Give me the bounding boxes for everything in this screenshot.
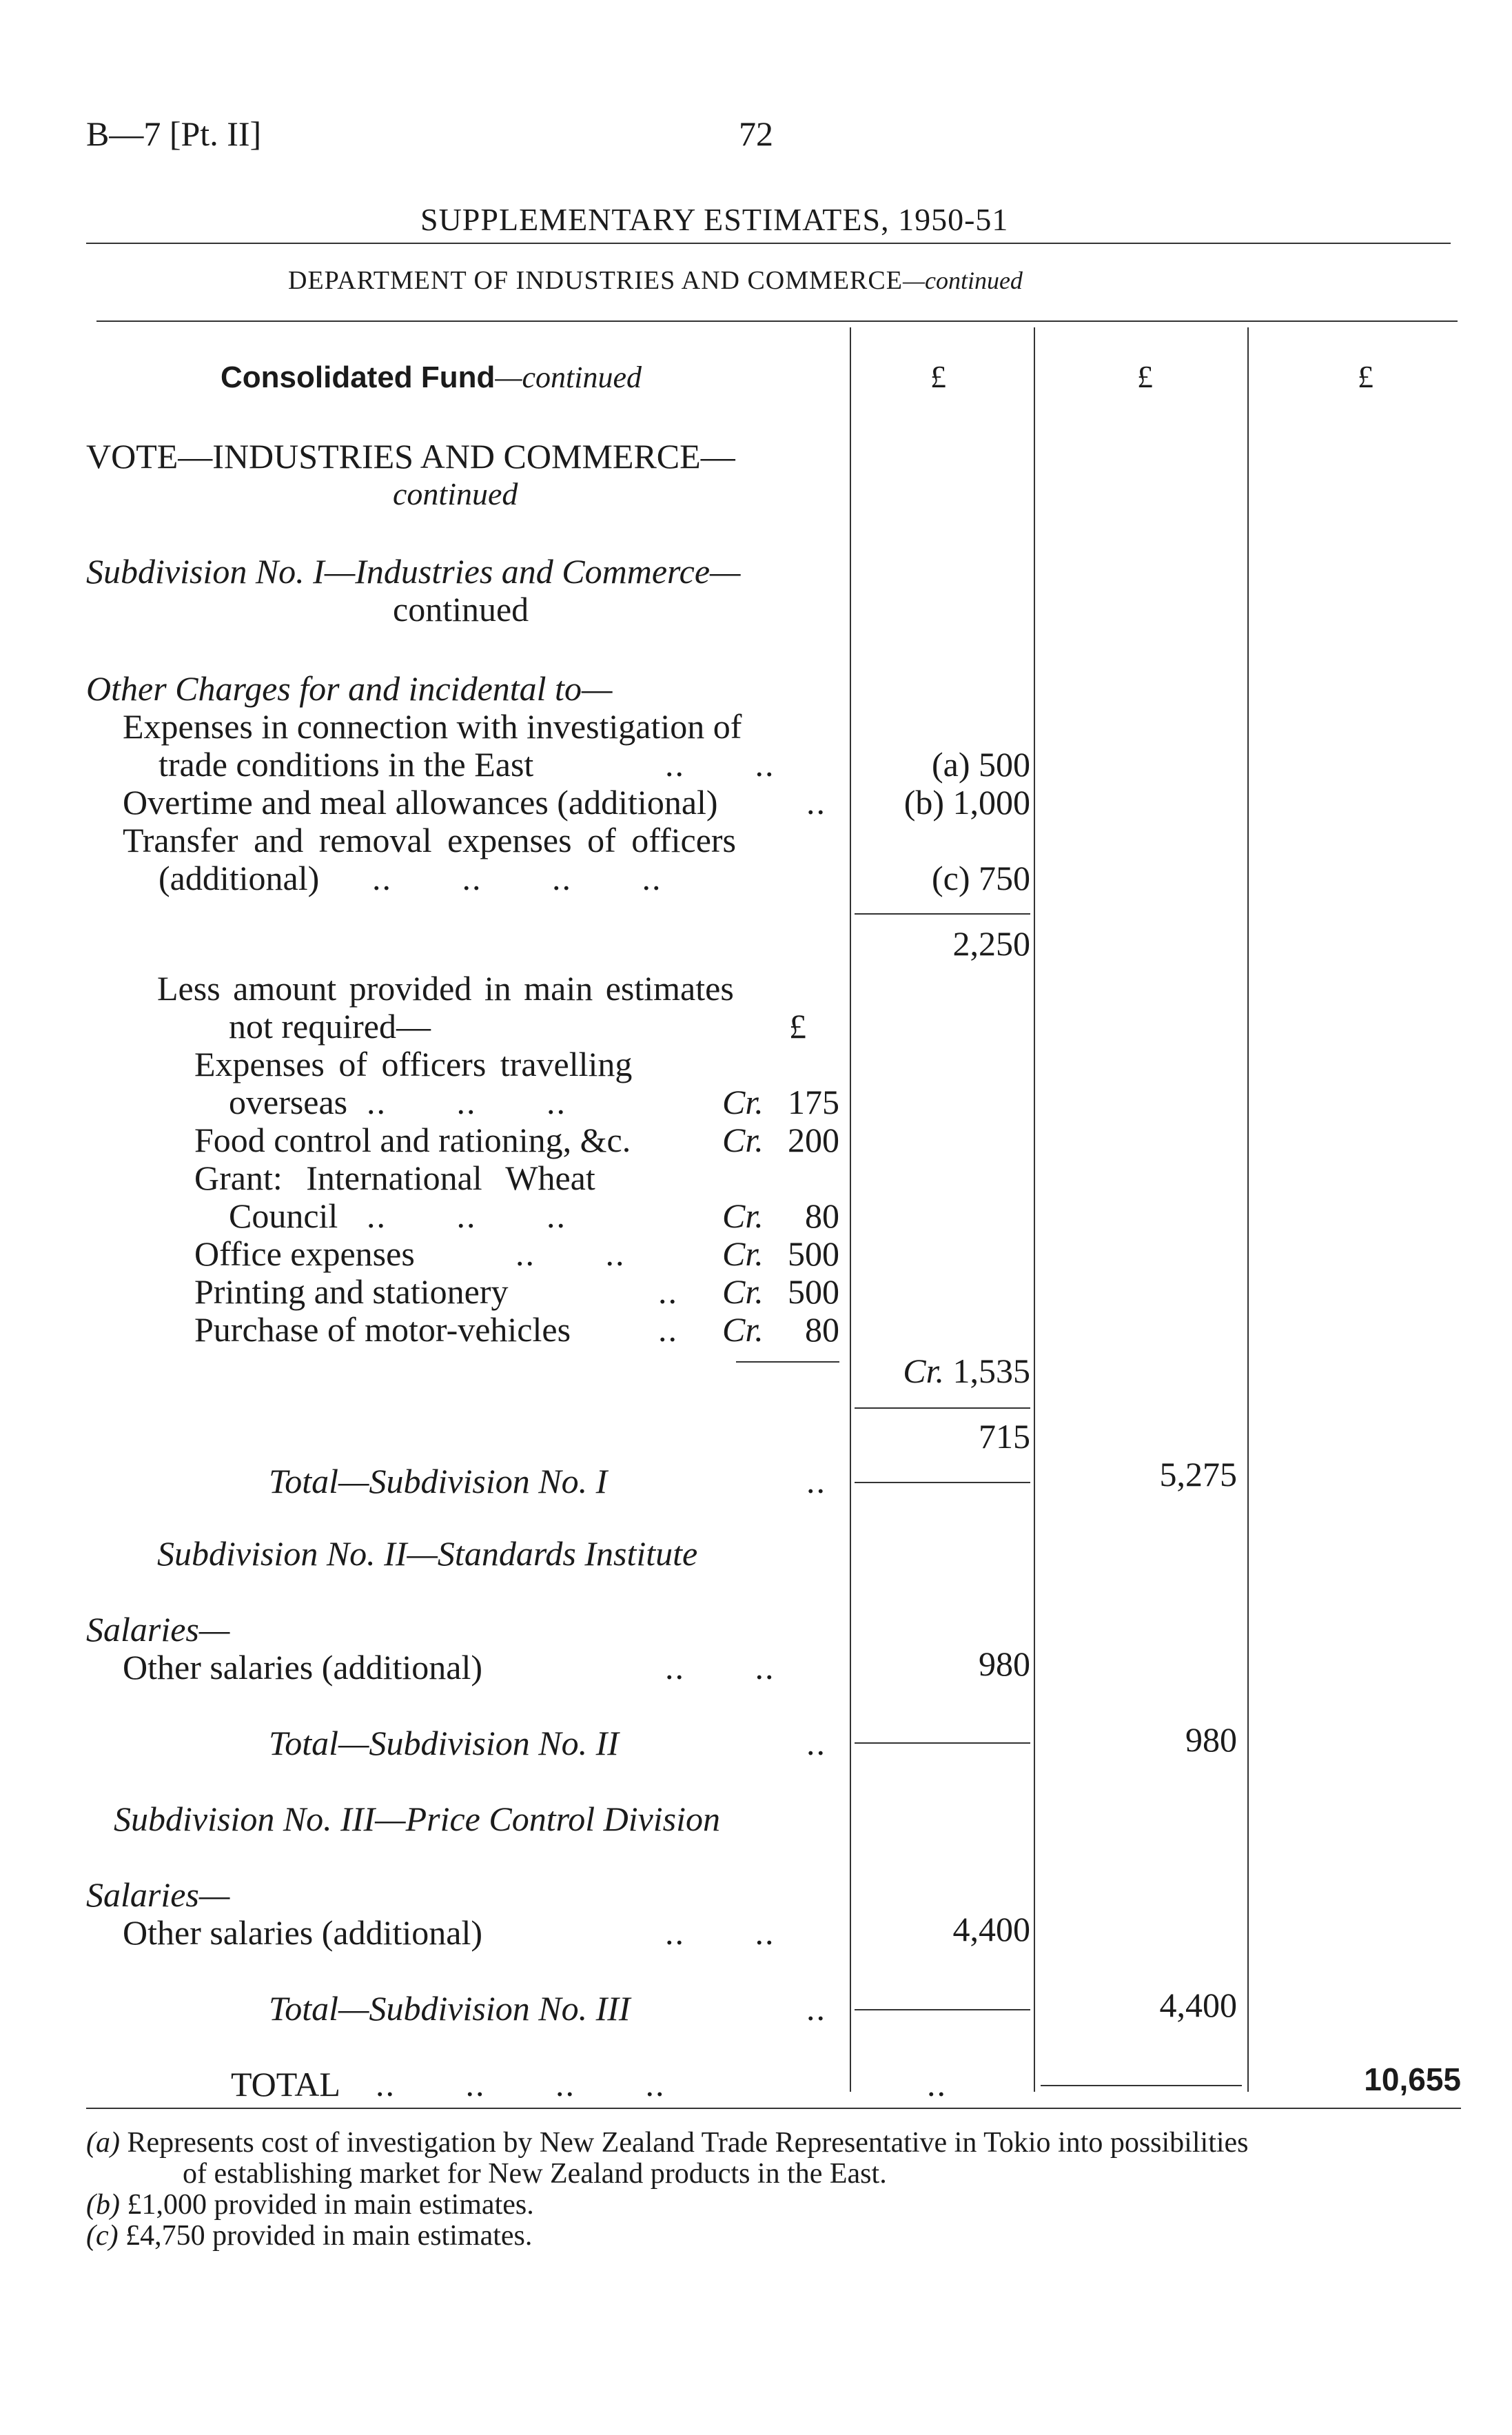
item-investigation-line1: Expenses in connection with investigation of	[123, 707, 742, 746]
column-1-unit: £	[930, 359, 946, 394]
subdivision-2-total-label: Total—Subdivision No. II	[269, 1724, 619, 1762]
page-number: 72	[739, 114, 773, 153]
subdivision-3-total: 4,400	[1159, 1986, 1237, 2024]
less-office-expenses: Office expenses	[194, 1234, 415, 1273]
less-printing-amount: 500	[788, 1272, 839, 1311]
subdivision-3-total-rule	[855, 2009, 1030, 2010]
less-motor-cr: Cr.	[722, 1310, 764, 1349]
subdivision-1-total-rule	[855, 1482, 1030, 1483]
footnote-b-mark: (b)	[86, 2189, 120, 2221]
column-3-unit: £	[1358, 359, 1373, 394]
less-grant-amount: 80	[805, 1196, 839, 1235]
fund-heading-bold: Consolidated Fund	[221, 360, 496, 394]
column-rule-2	[1034, 327, 1035, 2092]
charges-subtotal: 2,250	[952, 924, 1030, 963]
less-total-amount: 1,535	[952, 1352, 1030, 1390]
item-transfer-amount: (c) 750	[932, 859, 1030, 897]
subdivision-3-heading: Subdivision No. III—Price Control Division	[114, 1800, 721, 1838]
less-office-amount: 500	[788, 1234, 839, 1273]
less-travel-line1: Expenses of officers travelling	[194, 1045, 633, 1083]
less-total	[855, 1351, 1030, 1391]
grand-total-rule	[1041, 2085, 1242, 2086]
column-2-unit: £	[1137, 359, 1153, 394]
subtotal-rule	[855, 913, 1030, 915]
footnote-a	[86, 2126, 1249, 2159]
footnote-b-text: £1,000 provided in main estimates.	[127, 2189, 534, 2221]
less-travel-amount: 175	[788, 1083, 839, 1121]
less-travel-line2: overseas	[229, 1083, 348, 1121]
department-continued: —continued	[902, 267, 1023, 294]
vote-title: VOTE—INDUSTRIES AND COMMERCE—	[86, 437, 735, 476]
subdivision-2-heading: Subdivision No. II—Standards Institute	[157, 1534, 698, 1573]
footnote-c	[86, 2219, 532, 2252]
leader-dots: .. .. ..	[367, 1083, 566, 1121]
leader-dots: .. ..	[665, 1913, 775, 1952]
subdivision-2-item: Other salaries (additional)	[123, 1648, 483, 1687]
subdivision-3-salaries: Salaries—	[86, 1875, 230, 1914]
vote-continued: continued	[393, 476, 518, 511]
leader-dots: ..	[658, 1272, 678, 1311]
leader-dots: .. .. .. ..	[376, 2065, 666, 2103]
net-amount: 715	[979, 1417, 1030, 1456]
item-investigation-amount: (a) 500	[932, 745, 1030, 784]
footnote-a-text-2: of establishing market for New Zealand products in the East.	[183, 2158, 887, 2190]
document-reference: B—7 [Pt. II]	[86, 114, 262, 153]
leader-dots: ..	[806, 1724, 826, 1762]
less-food-control: Food control and rationing, &c.	[194, 1121, 631, 1159]
subdivision-2-total-rule	[855, 1742, 1030, 1744]
less-provided-line2: not required—	[229, 1007, 431, 1046]
grand-total: 10,655	[1364, 2061, 1461, 2097]
footnote-b	[86, 2188, 534, 2221]
less-provided-line1: Less amount provided in main estimates	[157, 969, 734, 1008]
item-transfer-line1: Transfer and removal expenses of officers	[123, 821, 737, 859]
leader-dots: .. ..	[665, 1648, 775, 1687]
less-food-cr: Cr.	[722, 1121, 764, 1159]
less-motor-amount: 80	[805, 1310, 839, 1349]
subdivision-1-total-label: Total—Subdivision No. I	[269, 1462, 608, 1500]
leader-dots: ..	[806, 1462, 826, 1500]
subdivision-1-continued: continued	[393, 590, 529, 629]
footnote-a-mark: (a)	[86, 2127, 120, 2159]
subdivision-1-total: 5,275	[1159, 1455, 1237, 1494]
less-grant-cr: Cr.	[722, 1196, 764, 1235]
less-printing-cr: Cr.	[722, 1272, 764, 1311]
leader-dots: .. .. ..	[367, 1196, 566, 1235]
fund-heading	[221, 360, 642, 395]
item-investigation-line2: trade conditions in the East	[159, 745, 534, 784]
less-pound-sign: £	[789, 1007, 806, 1046]
less-travel-cr: Cr.	[722, 1083, 764, 1121]
leader-dots: ..	[806, 783, 826, 822]
column-rule-3	[1247, 327, 1249, 2092]
item-overtime: Overtime and meal allowances (additional)	[123, 783, 718, 822]
item-overtime-amount: (b) 1,000	[903, 783, 1030, 822]
department-heading	[288, 265, 1023, 296]
subdivision-2-salaries: Salaries—	[86, 1610, 230, 1649]
page-title: SUPPLEMENTARY ESTIMATES, 1950-51	[420, 202, 1009, 237]
fund-heading-continued: —continued	[495, 360, 642, 394]
less-grant-line1: Grant: International Wheat	[194, 1159, 595, 1197]
subdivision-3-total-label: Total—Subdivision No. III	[269, 1989, 631, 2028]
footnote-a-text: Represents cost of investigation by New Zealand Trade Representative in Tokio into possibilities	[127, 2127, 1249, 2159]
subdivision-2-amount: 980	[979, 1644, 1030, 1683]
leader-dots: ..	[806, 1989, 826, 2028]
less-motor-vehicles: Purchase of motor-vehicles	[194, 1310, 571, 1349]
title-rule	[86, 243, 1451, 244]
header-rule	[96, 320, 1458, 322]
item-transfer-line2: (additional)	[159, 859, 320, 897]
leader-dots: .. .. .. ..	[372, 859, 662, 897]
department-name: DEPARTMENT OF INDUSTRIES AND COMMERCE	[288, 266, 903, 295]
other-charges-heading: Other Charges for and incidental to—	[86, 669, 613, 708]
less-grant-line2: Council	[229, 1196, 338, 1235]
grand-total-label: TOTAL	[231, 2065, 340, 2103]
leader-dots: ..	[658, 1310, 678, 1349]
column-1-dots: ..	[927, 2065, 947, 2103]
subdivision-1-heading: Subdivision No. I—Industries and Commerce—	[86, 552, 741, 591]
less-items-rule	[736, 1361, 839, 1363]
subdivision-3-item: Other salaries (additional)	[123, 1913, 483, 1952]
net-rule	[855, 1407, 1030, 1409]
footnote-c-mark: (c)	[86, 2220, 119, 2252]
column-rule-1	[850, 327, 851, 2092]
footnote-c-text: £4,750 provided in main estimates.	[125, 2220, 533, 2252]
less-total-cr: Cr.	[903, 1352, 944, 1390]
less-office-cr: Cr.	[722, 1234, 764, 1273]
less-food-amount: 200	[788, 1121, 839, 1159]
less-printing: Printing and stationery	[194, 1272, 509, 1311]
subdivision-3-amount: 4,400	[952, 1910, 1030, 1948]
subdivision-2-total: 980	[1185, 1720, 1237, 1759]
footer-rule	[86, 2108, 1461, 2109]
leader-dots: .. ..	[665, 745, 775, 784]
leader-dots: .. ..	[515, 1234, 626, 1273]
